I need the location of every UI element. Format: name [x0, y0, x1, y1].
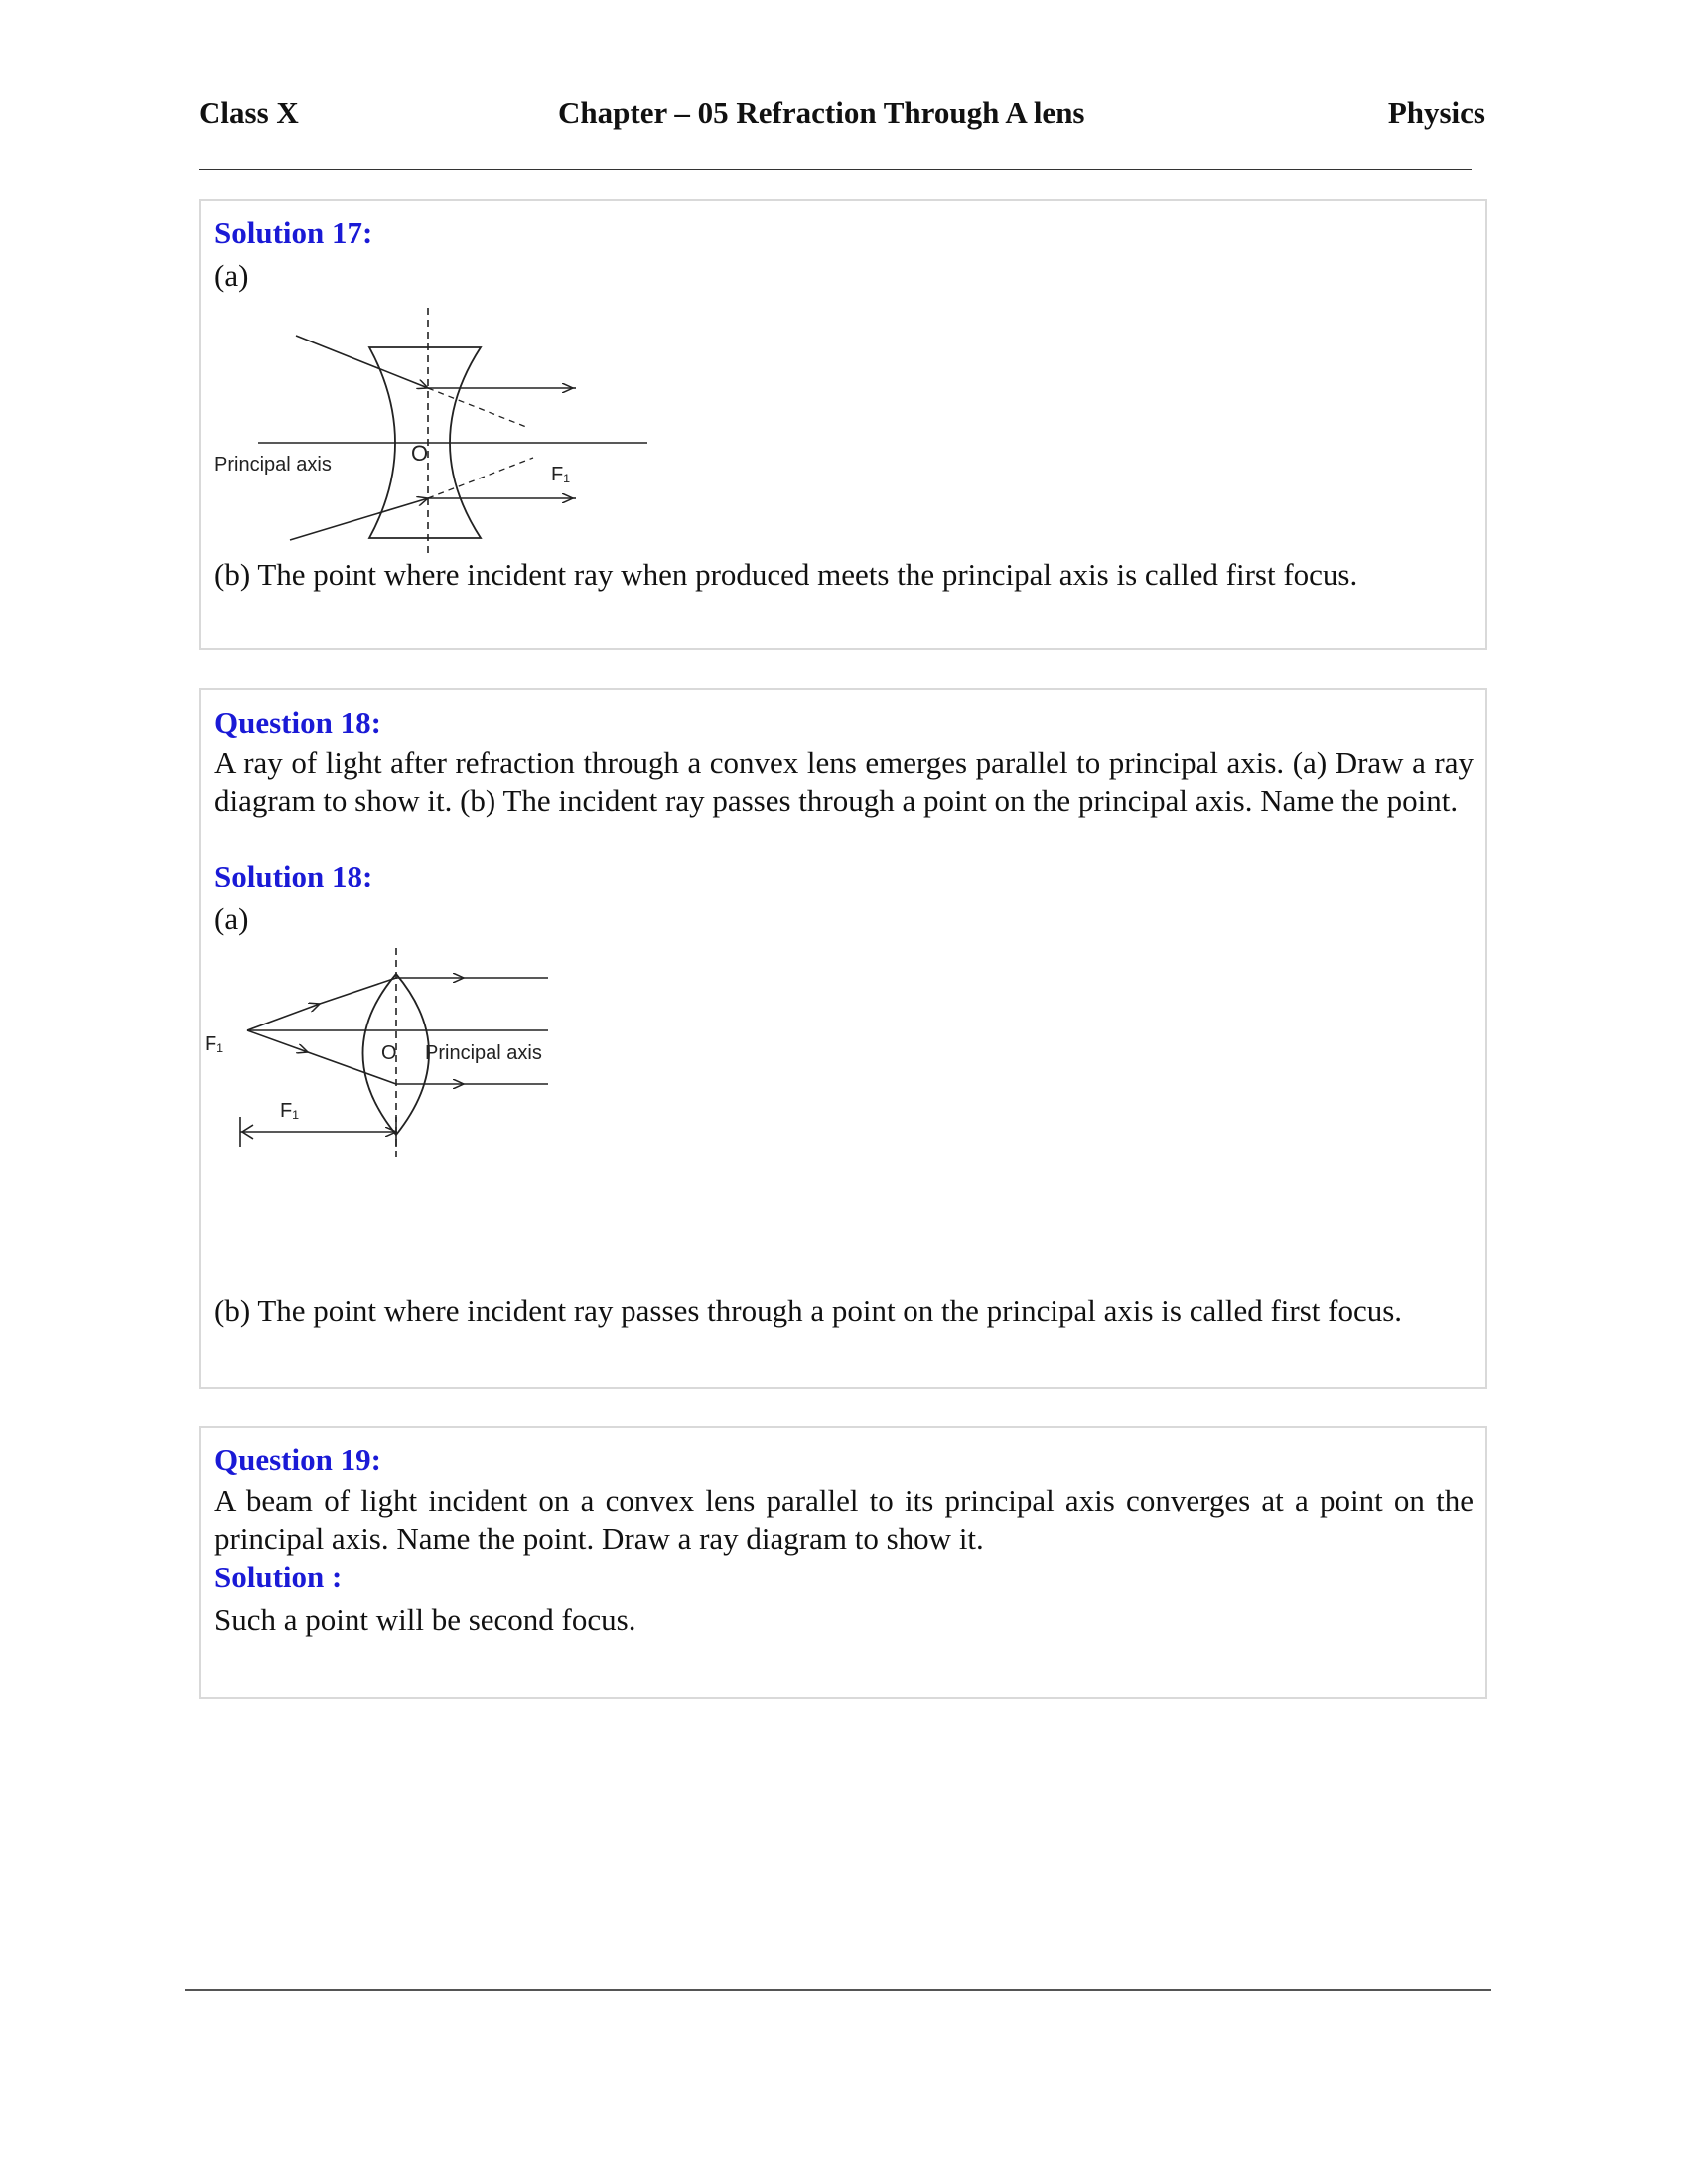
- page-header: [199, 95, 1485, 139]
- solution-18-part-a: (a): [214, 901, 249, 936]
- question-19-box: [199, 1426, 1487, 1699]
- principal-axis-label: Principal axis: [425, 1042, 542, 1064]
- solution-17-box: [199, 199, 1487, 650]
- focal-length-label: F₁: [280, 1100, 299, 1122]
- solution-17-part-a: (a): [214, 258, 249, 293]
- optical-center-label: O: [381, 1042, 397, 1064]
- question-19-text: A beam of light incident on a convex lens parallel to its principal axis converges at a point on the principal axis. Name the point. Draw a ray diagram to show it.: [214, 1483, 1474, 1556]
- solution-18-part-b: (b) The point where incident ray passes through a point on the principal axis is called first focus.: [214, 1294, 1403, 1328]
- principal-axis-label: Principal axis: [214, 454, 332, 476]
- question-18-title: Question 18:: [214, 705, 381, 740]
- subject-label: Physics: [1387, 95, 1485, 130]
- footer-divider: [185, 1989, 1491, 1991]
- focus-label: F₁: [205, 1033, 223, 1055]
- header-divider: [199, 169, 1472, 170]
- question-19-title: Question 19:: [214, 1442, 381, 1477]
- focus-label: F₁: [551, 464, 570, 485]
- solution-19-answer: Such a point will be second focus.: [214, 1602, 636, 1637]
- question-18-text: A ray of light after refraction through a convex lens emerges parallel to principal axis. (a) Draw a ray diagram to show it. (b) The incident ray passes through a point on the principal axis. Name the point.: [214, 746, 1474, 818]
- class-label: Class X: [199, 95, 299, 130]
- solution-18-title: Solution 18:: [214, 859, 373, 893]
- optical-center-label: O: [411, 441, 429, 466]
- chapter-title: Chapter – 05 Refraction Through A lens: [558, 95, 1085, 130]
- convex-lens-diagram: [201, 946, 598, 1260]
- solution-17-part-b: (b) The point where incident ray when produced meets the principal axis is called first focus.: [214, 557, 1358, 592]
- solution-17-title: Solution 17:: [214, 215, 373, 250]
- question-18-box: [199, 688, 1487, 1389]
- concave-lens-diagram: [201, 300, 677, 568]
- solution-19-title: Solution :: [214, 1560, 343, 1594]
